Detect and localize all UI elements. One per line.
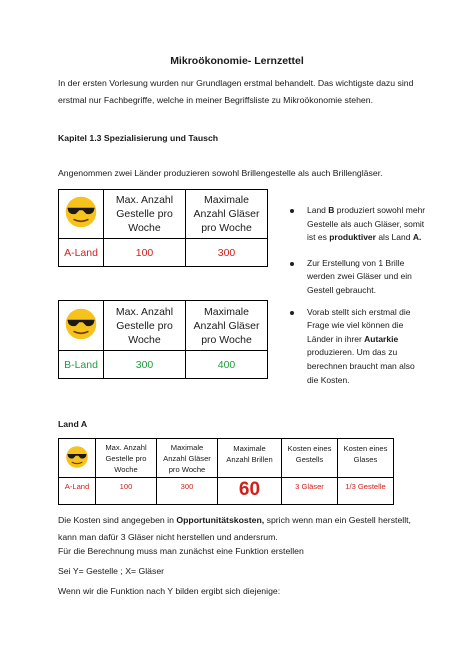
bullet-bold: B	[328, 205, 335, 215]
bullet-text: Land	[307, 205, 329, 215]
value-cell: 300	[157, 478, 218, 505]
page-title: Mikroökonomie- Lernzettel	[170, 55, 304, 67]
table-c-header-cell	[96, 439, 157, 478]
table-c-header-row	[59, 439, 394, 478]
header-line: Max. Anzahl	[115, 305, 174, 318]
bold-span: Opportunitätskosten,	[176, 515, 265, 525]
bullet-item	[287, 204, 427, 245]
header-line: Maximale	[170, 442, 204, 452]
table-c-header-cell	[157, 439, 218, 478]
value-cell: 300	[104, 351, 186, 379]
intro-line-1: In der ersten Vorlesung wurden nur Grundlagen erstmal behandelt. Das wichtigste dazu sind	[58, 78, 414, 88]
bullet-text: Vorab stellt sich erstmal die Frage wie viel können die Länder in ihrer	[307, 306, 411, 344]
value-cell-highlight	[218, 478, 282, 505]
header-line: Woche	[128, 222, 161, 234]
value-cell: 300	[186, 239, 268, 267]
header-line: pro Woche	[201, 333, 252, 346]
text-span: Die Kosten sind angegeben in	[58, 515, 177, 525]
value-cell: 1/3 Gestelle	[338, 478, 394, 505]
calc-text: Für die Berechnung muss man zunächst eine Funktion erstellen	[58, 546, 304, 556]
land-a-heading: Land A	[58, 419, 88, 429]
header-line: Max. Anzahl	[105, 442, 147, 452]
table-b-col1-header	[104, 301, 186, 351]
assumption-text: Angenommen zwei Länder produzieren sowohl Brillengestelle als auch Brillengläser.	[58, 168, 383, 178]
emoji-cell	[59, 439, 96, 478]
header-line: Maximale	[233, 444, 266, 453]
table-a-data-row	[59, 239, 268, 267]
header-line: Woche	[114, 464, 138, 474]
value-cell: 400	[186, 351, 268, 379]
sunglasses-face-icon	[64, 195, 98, 229]
intro-paragraph	[58, 76, 458, 107]
row-label: B-Land	[59, 351, 104, 379]
row-label: A-Land	[59, 239, 104, 267]
bullet-text: als Land	[375, 232, 413, 243]
header-line: pro Woche	[201, 222, 252, 234]
header-line: Anzahl Brillen	[226, 455, 273, 464]
sunglasses-face-icon	[65, 445, 89, 469]
intro-line-2: erstmal nur Fachbegriffe, welche in meiner Begriffsliste zu Mikroökonomie stehen.	[58, 95, 373, 105]
vars-text: Sei Y= Gestelle ; X= Gläser	[58, 566, 165, 576]
bullet-text: produzieren. Um das zu berechnen braucht man also die Kosten.	[307, 347, 415, 385]
table-a-land	[58, 189, 268, 267]
table-b-data-row	[59, 351, 268, 379]
bullet-dot-icon	[290, 262, 294, 266]
header-line: Gestells	[295, 455, 324, 464]
value-cell: 100	[104, 239, 186, 267]
bullet-text: Zur Erstellung von 1 Brille werden zwei Gläser und ein Gestell gebraucht.	[307, 257, 412, 295]
costs-line-1	[58, 513, 468, 527]
func-text: Wenn wir die Funktion nach Y bilden ergibt sich diejenige:	[58, 586, 281, 596]
value-cell: 3 Gläser	[282, 478, 338, 505]
header-line: Anzahl Gläser	[193, 319, 260, 332]
header-line: Gestelle pro	[116, 319, 173, 332]
bullet-list	[287, 204, 427, 399]
text-span: sprich wenn man ein Gestell herstellt,	[264, 515, 411, 525]
value-cell: 100	[96, 478, 157, 505]
table-b-col2-header	[186, 301, 268, 351]
max-glasses-value: 60	[238, 479, 261, 500]
table-b-header-row	[59, 301, 268, 351]
header-line: Kosten eines	[343, 444, 388, 453]
header-line: Maximale	[204, 194, 249, 206]
header-line: Kosten eines	[287, 444, 332, 453]
table-land-a-costs	[58, 438, 394, 505]
header-line: Gestelle pro	[105, 453, 147, 463]
bullet-text: produziert sowohl mehr Gestelle als auch Gläser, somit ist es	[307, 205, 426, 243]
emoji-cell	[59, 190, 104, 239]
table-c-header-cell	[338, 439, 394, 478]
header-line: Gestelle pro	[116, 208, 173, 220]
bullet-dot-icon	[290, 209, 294, 213]
table-a-col1-header	[104, 190, 186, 239]
bullet-item	[287, 257, 427, 298]
sunglasses-face-icon	[64, 307, 98, 341]
header-line: pro Woche	[168, 464, 206, 474]
bullet-dot-icon	[290, 311, 294, 315]
bullet-bold: Autarkie	[364, 333, 399, 344]
header-line: Glases	[353, 455, 378, 464]
bullet-item	[287, 306, 427, 388]
header-line: Anzahl Gläser	[193, 208, 260, 220]
table-b-land	[58, 300, 268, 379]
header-line: Anzahl Gläser	[163, 453, 211, 463]
bullet-bold: A.	[412, 232, 422, 243]
header-line: Max. Anzahl	[115, 194, 174, 206]
table-a-header-row	[59, 190, 268, 239]
row-label: A-Land	[59, 478, 96, 505]
costs-line-2: kann man dafür 3 Gläser nicht herstellen und andersrum.	[58, 532, 278, 542]
costs-paragraph	[58, 513, 468, 544]
emoji-cell	[59, 301, 104, 351]
table-c-header-cell	[218, 439, 282, 478]
chapter-heading: Kapitel 1.3 Spezialisierung und Tausch	[58, 133, 219, 143]
table-a-col2-header	[186, 190, 268, 239]
header-line: Maximale	[204, 305, 249, 318]
header-line: Woche	[128, 333, 161, 346]
table-c-header-cell	[282, 439, 338, 478]
bullet-bold: produktiver	[329, 232, 376, 243]
table-c-data-row	[59, 478, 394, 505]
